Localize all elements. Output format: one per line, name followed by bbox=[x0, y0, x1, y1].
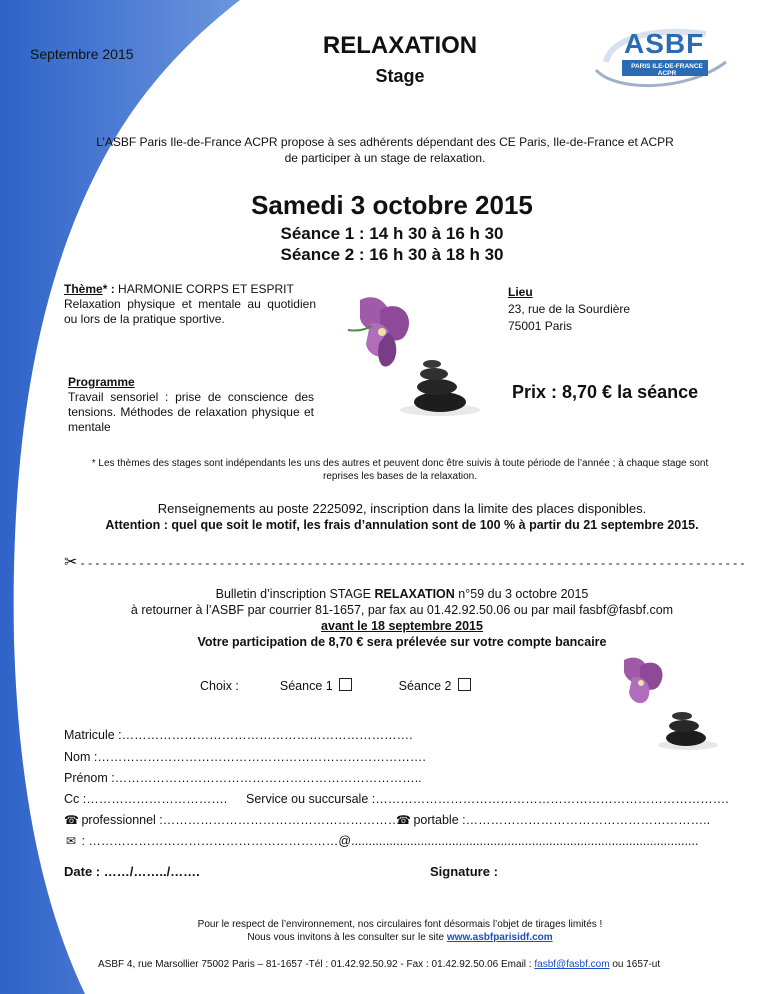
month-label: Septembre 2015 bbox=[30, 46, 134, 62]
signature-label: Signature : bbox=[430, 864, 498, 879]
location-address-2: 75001 Paris bbox=[508, 319, 573, 333]
pro-phone-field[interactable] bbox=[64, 813, 400, 827]
matricule-field[interactable]: Matricule :……………………………………………………………. bbox=[64, 728, 413, 742]
bulletin-deadline: avant le 18 septembre 2015 bbox=[321, 619, 483, 633]
page-title: RELAXATION bbox=[322, 32, 478, 59]
program-description: Travail sensoriel : prise de conscience des tensions. Méthodes de relaxation physique et mentale bbox=[68, 390, 314, 434]
orchid-stones-image bbox=[340, 290, 480, 430]
footer-address-suffix: ou 1657-ut bbox=[609, 959, 661, 970]
price-label: Prix : 8,70 € la séance bbox=[512, 382, 699, 402]
phone-icon: ☎ bbox=[396, 813, 411, 827]
theme-value: HARMONIE CORPS ET ESPRIT bbox=[118, 282, 294, 296]
bulletin-line-1-post: n°59 du 3 octobre 2015 bbox=[454, 587, 589, 601]
footer-line-2-pre: Nous vous invitons à les consulter sur le site bbox=[247, 932, 447, 943]
theme-block bbox=[64, 282, 316, 327]
session-1-checkbox[interactable] bbox=[339, 678, 352, 691]
bulletin-block bbox=[60, 586, 744, 650]
orchid-stones-image-2 bbox=[608, 650, 718, 760]
nom-field[interactable]: Nom :……………………………………………………………………. bbox=[64, 750, 426, 764]
website-link[interactable]: www.asbfparisidf.com bbox=[446, 932, 553, 943]
footnote-line-2: reprises les bases de la relaxation. bbox=[323, 471, 477, 482]
info-line-1: Renseignements au poste 2225092, inscription dans la limite des places disponibles. bbox=[157, 501, 647, 516]
email-left: : ……………………………………………………@ bbox=[81, 834, 352, 848]
event-date: Samedi 3 octobre 2015 bbox=[251, 190, 533, 220]
location-label: Lieu bbox=[508, 285, 533, 299]
footer-address bbox=[98, 959, 748, 970]
envelope-icon: ✉ bbox=[65, 834, 77, 848]
page-subtitle: Stage bbox=[375, 66, 425, 86]
date-field[interactable]: Date : ……/……../……. bbox=[64, 864, 200, 879]
mobile-phone-field[interactable] bbox=[396, 813, 711, 827]
pro-phone-label: professionnel :………………………………………………… bbox=[81, 813, 401, 827]
location-address-1: 23, rue de la Sourdière bbox=[508, 302, 631, 316]
location-block bbox=[508, 284, 630, 335]
mobile-phone-label: portable :………………………………………………….. bbox=[413, 813, 711, 827]
program-label: Programme bbox=[68, 375, 135, 389]
bulletin-line-2: à retourner à l’ASBF par courrier 81-1657, par fax au 01.42.92.50.06 ou par mail fasbf@fasbf.com bbox=[130, 603, 674, 617]
info-text bbox=[60, 500, 744, 534]
prenom-field[interactable]: Prénom :……………………………………………………………….. bbox=[64, 771, 422, 785]
dashed-line: - - - - - - - - - - - - - - - - - - - - - - - - - - - - - - - - - - - - - - - - - - - - - - - - - - - - - - - - - - - - - - - - - - - - - - - - - - - - - - - - - - - - - - - - - - - bbox=[80, 556, 745, 570]
choice-option-2-label: Séance 2 bbox=[398, 679, 452, 693]
choice-option-1-label: Séance 1 bbox=[279, 679, 333, 693]
theme-label-suffix: * : bbox=[102, 282, 119, 296]
warning-line: Attention : quel que soit le motif, les frais d’annulation sont de 100 % à partir du 21 septembre 2015. bbox=[105, 518, 699, 532]
footer-line-1: Pour le respect de l’environnement, nos circulaires font désormais l’objet de tirages limités ! bbox=[197, 919, 603, 930]
choice-row bbox=[200, 678, 471, 693]
email-field[interactable] bbox=[64, 834, 699, 848]
intro-line-2: de participer à un stage de relaxation. bbox=[284, 151, 486, 165]
email-right: .................................................................................................... bbox=[351, 834, 699, 848]
footer-email-link[interactable]: fasbf@fasbf.com bbox=[534, 959, 610, 970]
scissors-icon: ✂ bbox=[64, 554, 78, 571]
cut-line bbox=[64, 552, 745, 572]
logo-text: ASBF bbox=[624, 28, 705, 59]
asbf-logo bbox=[586, 22, 736, 94]
bulletin-payment: Votre participation de 8,70 € sera prélevée sur votre compte bancaire bbox=[197, 635, 607, 649]
logo-subtext: PARIS ILE-DE-FRANCE ACPR bbox=[631, 63, 703, 77]
theme-description: Relaxation physique et mentale au quotidien ou lors de la pratique sportive. bbox=[64, 297, 316, 326]
bulletin-line-1-pre: Bulletin d’inscription STAGE bbox=[215, 587, 375, 601]
footnote bbox=[60, 457, 740, 483]
intro-line-1: L’ASBF Paris Ile-de-France ACPR propose à ses adhérents dépendant des CE Paris, Ile-de-France et ACPR bbox=[96, 135, 674, 149]
footer-address-text: ASBF 4, rue Marsollier 75002 Paris – 81-1657 -Tél : 01.42.92.50.92 - Fax : 01.42.92.50.06 Email : bbox=[98, 959, 535, 970]
theme-label: Thème bbox=[64, 282, 103, 296]
intro-text bbox=[60, 134, 710, 166]
session-1: Séance 1 : 14 h 30 à 16 h 30 bbox=[280, 224, 504, 243]
service-field[interactable]: Service ou succursale :…………………………………………………………………………. bbox=[246, 792, 729, 806]
phone-icon: ☎ bbox=[64, 813, 79, 827]
session-2-checkbox[interactable] bbox=[458, 678, 471, 691]
cc-field[interactable]: Cc :……………………………. bbox=[64, 792, 228, 806]
choice-label: Choix : bbox=[200, 679, 239, 693]
footer-note bbox=[120, 918, 680, 944]
footnote-line-1: * Les thèmes des stages sont indépendants les uns des autres et peuvent donc être suivis à toute période de l’année ; à chaque stage sont bbox=[91, 458, 709, 469]
bulletin-line-1-bold: RELAXATION bbox=[374, 587, 455, 601]
program-block bbox=[68, 375, 314, 435]
session-2: Séance 2 : 16 h 30 à 18 h 30 bbox=[280, 245, 504, 264]
